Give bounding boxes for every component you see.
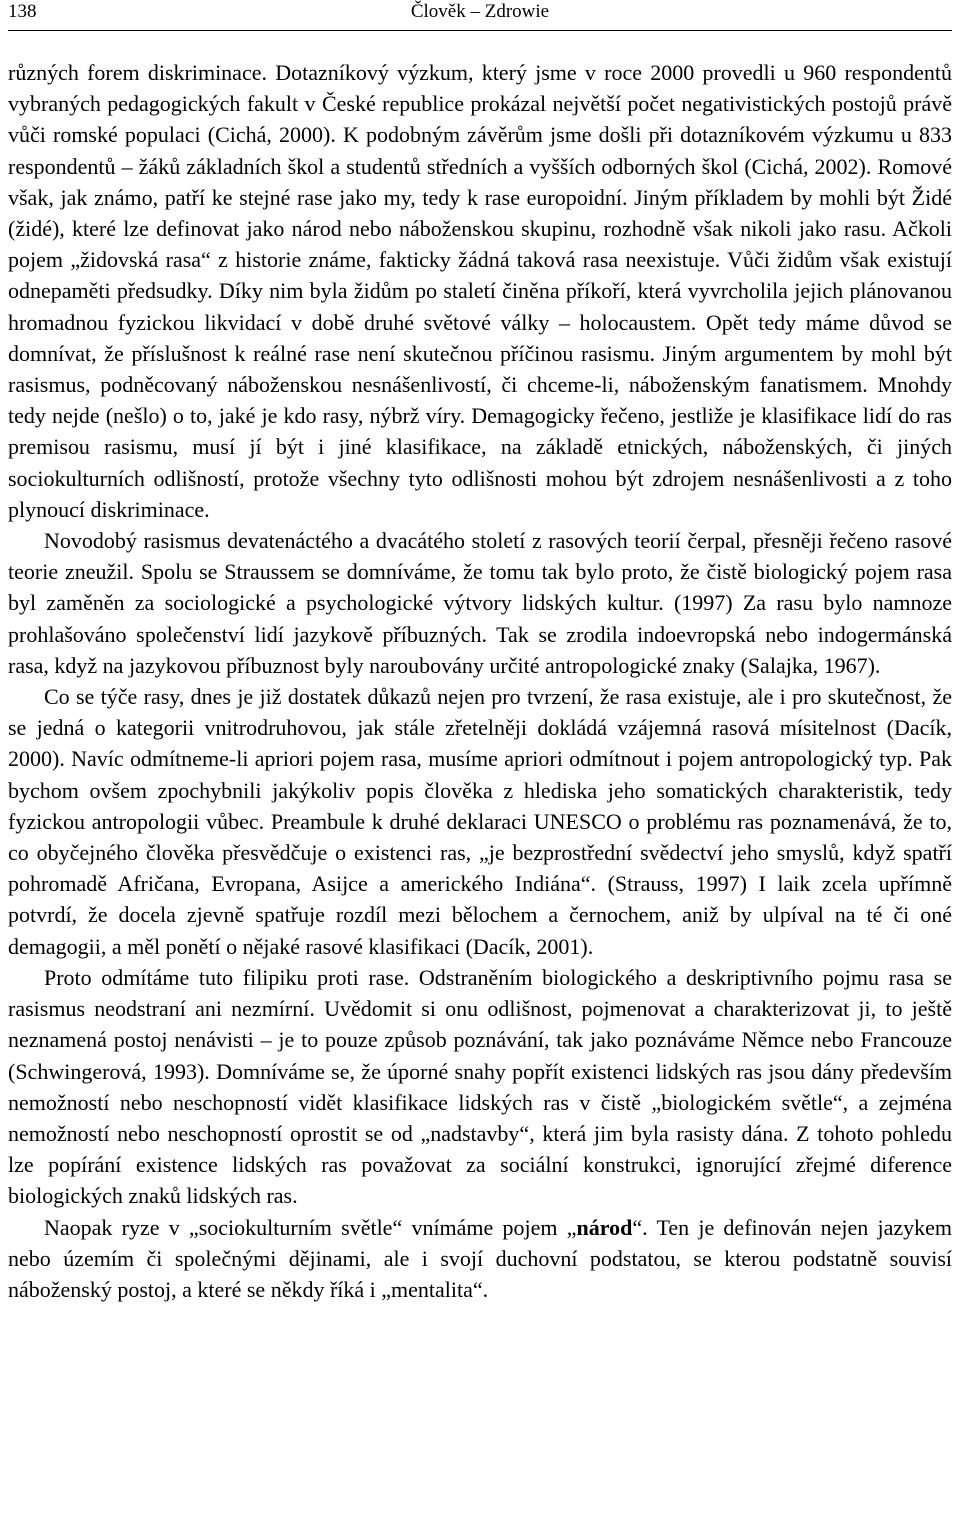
paragraph-5	[8, 1212, 952, 1306]
paragraph-4-text: Proto odmítáme tuto filipiku proti rase. Odstraněním biologického a deskriptivního pojmu rasa se rasismus neodstraní ani nezmírní. Uvědomit si onu odlišnost, pojmenovat a charakterizovat ji, to ještě neznamená postoj nenávisti – je to pouze způsob poznávání, tak jako poznáváme Němce nebo Francouze (Schwingerová, 1993). Domníváme se, že úporné snahy popřít existenci lidských ras jsou dány především nemožností nebo neschopností vidět klasifikace lidských ras v čistě „biologickém světle“, a zejména nemožností nebo neschopností oprostit se od „nadstavby“, která jim byla rasisty dána. Z tohoto pohledu lze popírání existence lidských ras považovat za sociální konstrukci, ignorující zřejmé diference biologických znaků lidských ras.	[8, 964, 952, 1209]
paragraph-3	[8, 681, 952, 962]
paragraph-5-text-start: Naopak ryze v „sociokulturním světle“ vnímáme pojem „	[44, 1214, 577, 1240]
paragraph-1-text: různých forem diskriminace. Dotazníkový výzkum, který jsme v roce 2000 provedli u 960 respondentů vybraných pedagogických fakult v České republice prokázal největší počet negativistických postojů právě vůči romské populaci (Cichá, 2000). K podobným závěrům jsme došli při dotazníkovém výzkumu u 833 respondentů – žáků základních škol a studentů středních a vyšších odborných škol (Cichá, 2002). Romové však, jak známo, patří ke stejné rase jako my, tedy k rase europoidní. Jiným příkladem by mohli být Židé (židé), které lze definovat jako národ nebo náboženskou skupinu, rozhodně však nikoli jako rasu. Ačkoli pojem „židovská rasa“ z historie známe, fakticky žádná taková rasa neexistuje. Vůči židům však existují odnepaměti předsudky. Díky nim byla židům po staletí činěna příkoří, která vyvrcholila jejich plánovanou hromadnou fyzickou likvidací v době druhé světové války – holocaustem. Opět tedy máme důvod se domnívat, že příslušnost k reálné rase není skutečnou příčinou rasismu. Jiným argumentem by mohl být rasismus, podněcovaný náboženskou nesnášenlivostí, či chceme-li, náboženským fanatismem. Mnohdy tedy nejde (nešlo) o to, jaké je kdo rasy, nýbrž víry. Demagogicky řečeno, jestliže je klasifikace lidí do ras premisou rasismu, musí jí být i jiné klasifikace, na základě etnických, náboženských, či jiných sociokulturních odlišností, protože všechny tyto odlišnosti mohou být zdrojem nesnášenlivosti a z toho plynoucí diskriminace.	[8, 60, 952, 522]
paragraph-5-text-end: “. Ten je definován nejen jazykem nebo územím či společnými dějinami, ale i svojí duchovní podstatou, se kterou podstatně souvisí náboženský postoj, a které se někdy říká i „mentalita“.	[8, 1214, 953, 1302]
paragraph-2-text: Novodobý rasismus devatenáctého a dvacátého století z rasových teorií čerpal, přesněji řečeno rasové teorie zneužil. Spolu se Straussem se domníváme, že tomu tak bylo proto, že čistě biologický pojem rasa byl zaměněn za sociologické a psychologické výtvory lidských kultur. (1997) Za rasu bylo namnoze prohlašováno společenství lidí jazykově příbuzných. Tak se zrodila indoevropská nebo indogermánská rasa, když na jazykovou příbuznost byly naroubovány určité antropologické znaky (Salajka, 1967).	[8, 528, 952, 678]
running-head	[8, 0, 952, 24]
paragraph-2	[8, 525, 952, 681]
running-title: Člověk – Zdrowie	[410, 1, 550, 22]
paragraph-1	[8, 57, 952, 525]
bold-term-narod: národ	[576, 1214, 633, 1240]
paragraph-3-text: Co se týče rasy, dnes je již dostatek důkazů nejen pro tvrzení, že rasa existuje, ale i pro skutečnost, že se jedná o kategorii vnitrodruhovou, jak stále zřetelněji dokládá vzájemná rasová mísitelnost (Dacík, 2000). Navíc odmítneme-li apriori pojem rasa, musíme apriori odmítnout i pojem antropologický typ. Pak bychom ovšem zpochybnili jakýkoliv popis člověka z hlediska jeho somatických charakteristik, tedy fyzickou antropologii vůbec. Preambule k druhé deklaraci UNESCO o problému ras poznamenává, že to, co obyčejného člověka přesvědčuje o existenci ras, „je bezprostřední svědectví jeho smyslů, když spatří pohromadě Afričana, Evropana, Asijce a amerického Indiána“. (Strauss, 1997) I laik zcela upřímně potvrdí, že docela zjevně spatřuje rozdíl mezi bělochem a černochem, aniž by ulpíval na té či oné demagogii, a měl ponětí o nějaké rasové klasifikaci (Dacík, 2001).	[8, 684, 952, 959]
body-text	[8, 57, 952, 1305]
header-rule	[8, 30, 952, 31]
page-number: 138	[8, 1, 37, 22]
paragraph-4	[8, 962, 952, 1212]
